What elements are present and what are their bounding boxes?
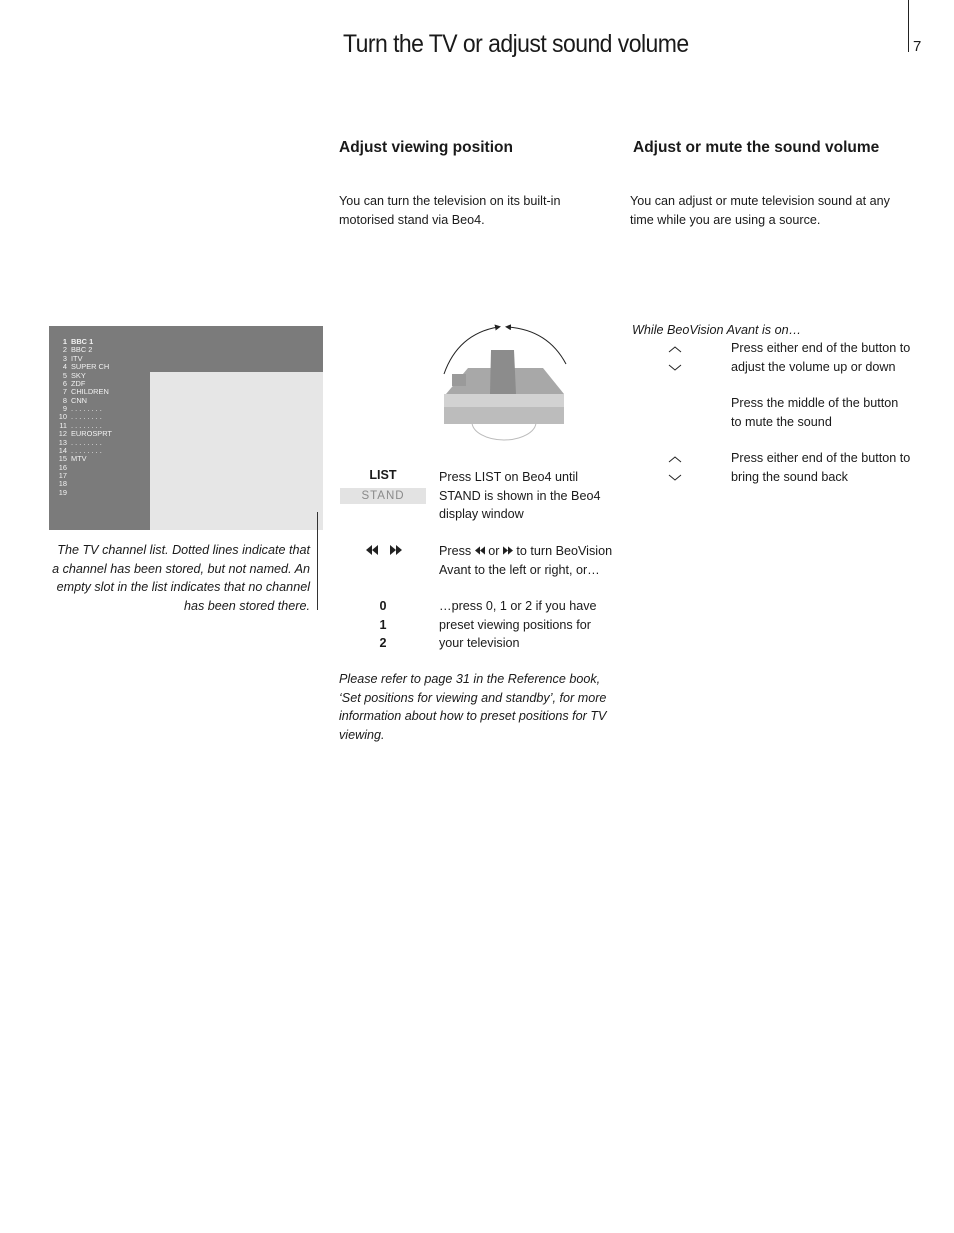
channel-name: SUPER CH [71,362,110,372]
channel-number: 16 [58,462,67,472]
rewind-ff-keys [366,545,402,557]
channel-name: BBC 2 [71,345,93,355]
channel-name: . . . . . . . . [71,420,102,430]
page-number: 7 [913,38,922,55]
chevron-down-icon [667,472,683,484]
channel-name: CNN [71,395,88,405]
channel-number: 3 [62,353,67,363]
channel-number: 4 [62,362,67,372]
channel-name: SKY [71,370,86,380]
viewing-step-3: …press 0, 1 or 2 if you have preset viewing positions for your television [439,599,597,650]
channel-number: 9 [62,404,67,413]
channel-list-row [55,489,112,497]
tv-stand-illustration [438,322,572,444]
channel-number: 18 [58,479,67,489]
channel-number: 19 [58,487,67,497]
channel-number: 2 [62,345,67,355]
channel-name: CHILDREN [71,387,109,397]
channel-number: 17 [58,471,67,480]
beo4-display-stand: STAND [340,488,426,504]
chevron-up-icon [667,453,683,465]
rewind-icon [366,545,378,555]
volume-intro: You can adjust or mute television sound at any time while you are using a source. [630,194,890,227]
channel-name: ZDF [71,378,86,388]
volume-step-3: Press either end of the button to bring the sound back [731,451,911,484]
step2-text-a: Press [439,544,475,558]
step2-text-or: or [484,544,503,558]
channel-list [55,338,112,497]
fast-forward-icon [390,545,402,555]
volume-step-1: Press either end of the button to adjust the volume up or down [731,341,911,374]
channel-number: 1 [62,337,67,346]
chevron-up-icon [667,343,683,355]
header-rule [908,0,909,52]
channel-number: 10 [58,412,67,422]
fast-forward-icon [503,546,513,555]
caption-rule [317,512,318,610]
key-1: 1 [379,617,387,632]
channel-name: MTV [71,454,87,464]
viewing-note: Please refer to page 31 in the Reference book, ‘Set positions for viewing and standby’, for more information about how to preset positions for TV viewing. [339,672,607,742]
channel-number: 12 [58,429,67,439]
volume-step-2: Press the middle of the button to mute the sound [731,396,899,429]
tv-rotation-icon [438,322,572,444]
channel-number: 6 [62,378,67,388]
chevron-down-icon [667,362,683,374]
channel-name: . . . . . . . . [71,445,102,455]
viewing-step-1: Press LIST on Beo4 until STAND is shown in the Beo4 display window [439,470,601,521]
viewing-heading: Adjust viewing position [339,139,513,156]
channel-number: 13 [58,437,67,447]
tv-screen-picture-area [150,372,323,530]
channel-number: 15 [58,454,67,464]
key-2: 2 [379,636,387,650]
viewing-intro: You can turn the television on its built-in motorised stand via Beo4. [339,194,561,227]
channel-number: 14 [58,445,67,455]
rewind-icon [475,546,485,555]
channel-number: 5 [62,370,67,380]
channel-number: 7 [62,387,67,397]
tv-channel-list-screen [49,326,323,530]
volume-heading: Adjust or mute the sound volume [633,139,880,156]
page-title: Turn the TV or adjust sound volume [343,30,689,58]
key-0: 0 [379,599,387,613]
channel-name: ITV [71,353,83,363]
channel-name: . . . . . . . . [71,437,102,447]
number-keys [340,597,426,653]
volume-while-on: While BeoVision Avant is on… [632,323,802,337]
channel-list-caption: The TV channel list. Dotted lines indicate that a channel has been stored, but not named. An empty slot in the list indicates that no channel has been stored there. [52,543,310,613]
list-key: LIST [369,468,397,482]
channel-name: . . . . . . . . [71,412,102,422]
channel-name: EUROSPRT [71,429,112,439]
channel-number: 11 [59,420,67,430]
channel-number: 8 [62,395,67,405]
step2-text-b: to turn BeoVision Avant to the left or right, or… [439,544,613,577]
channel-name: . . . . . . . . [71,404,102,413]
channel-name: BBC 1 [71,337,94,346]
viewing-step-2 [439,542,614,579]
